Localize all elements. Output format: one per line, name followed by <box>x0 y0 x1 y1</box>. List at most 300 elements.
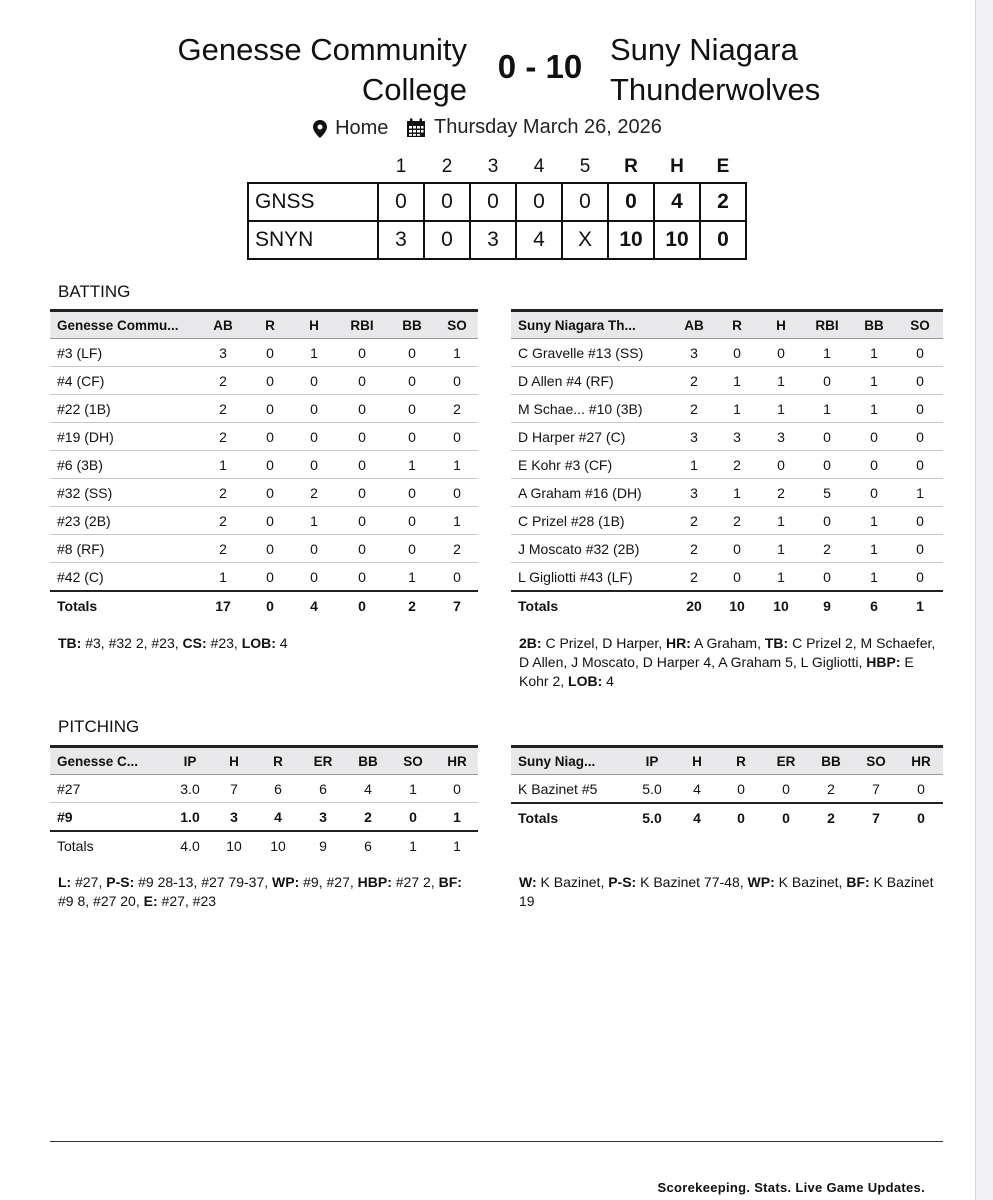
stat-cell: 0 <box>248 563 292 592</box>
table-row <box>50 775 478 803</box>
stat-cell: 0 <box>715 535 759 563</box>
totals-cell: 4 <box>292 591 336 619</box>
totals-cell: 20 <box>673 591 715 619</box>
stat-cell: 0 <box>897 339 943 367</box>
note-label: LOB: <box>568 673 603 689</box>
stat-cell: 2 <box>346 803 390 832</box>
table-row <box>50 479 478 507</box>
note-label: P-S: <box>608 874 637 890</box>
table-row <box>511 339 943 367</box>
table-row <box>511 507 943 535</box>
stat-cell: 0 <box>292 367 336 395</box>
stat-cell: 0 <box>715 339 759 367</box>
location-text: Home <box>335 117 389 139</box>
player-name: #23 (2B) <box>50 507 198 535</box>
player-name: D Harper #27 (C) <box>511 423 673 451</box>
totals-cell: 1 <box>897 591 943 619</box>
away-team-line2: Thunderwolves <box>610 72 821 107</box>
column-header: RBI <box>803 311 851 339</box>
home-team-name <box>67 30 467 110</box>
stat-cell: 0 <box>292 451 336 479</box>
stat-cell: 0 <box>803 367 851 395</box>
player-name: #22 (1B) <box>50 395 198 423</box>
totals-cell: 6 <box>364 837 372 854</box>
pitching-section-title: PITCHING <box>58 717 140 736</box>
table-row <box>511 775 943 804</box>
totals-cell: 0 <box>336 591 388 619</box>
stat-cell: 0 <box>851 479 897 507</box>
note-text: K Bazinet, <box>536 874 609 890</box>
totals-row <box>511 591 943 619</box>
inning-3-header: 3 <box>487 156 499 177</box>
column-header: H <box>675 747 719 775</box>
stat-cell: 2 <box>198 535 248 563</box>
column-header: BB <box>851 311 897 339</box>
note-text: 4 <box>275 635 288 651</box>
stat-cell: 1 <box>292 507 336 535</box>
stat-cell: 1 <box>198 451 248 479</box>
note-label: TB: <box>764 635 789 651</box>
note-text: #27, #23 <box>157 893 217 909</box>
inning-5-header: 5 <box>579 156 591 177</box>
stat-cell: 0 <box>388 367 436 395</box>
footer-divider <box>50 1141 943 1142</box>
note-label: BF: <box>438 874 462 890</box>
column-header: H <box>212 747 256 775</box>
stat-cell: 7 <box>853 775 899 804</box>
stat-cell: 0 <box>388 507 436 535</box>
totals-cell: 9 <box>319 837 327 854</box>
stat-cell: 2 <box>673 367 715 395</box>
column-header: SO <box>853 747 899 775</box>
stat-cell: 0 <box>336 339 388 367</box>
totals-cell: 10 <box>226 837 242 854</box>
stat-cell: 1 <box>436 507 478 535</box>
stat-cell: 2 <box>673 535 715 563</box>
stat-cell: 0 <box>803 507 851 535</box>
totals-cell: 4 <box>675 803 719 831</box>
stat-cell: 0 <box>248 507 292 535</box>
stat-cell: 0 <box>897 451 943 479</box>
column-header: R <box>248 311 292 339</box>
inning-score: 4 <box>516 221 562 259</box>
stat-cell: 2 <box>198 507 248 535</box>
player-name: D Allen #4 (RF) <box>511 367 673 395</box>
totals-cell: 0 <box>719 803 763 831</box>
stat-cell: 0 <box>759 451 803 479</box>
note-text: #23, <box>206 635 242 651</box>
stats-header-row <box>50 311 478 339</box>
stat-cell: 0 <box>248 479 292 507</box>
inning-score: 0 <box>424 183 470 221</box>
inning-score: 3 <box>378 221 424 259</box>
stat-cell: 0 <box>248 535 292 563</box>
table-row <box>50 423 478 451</box>
errors-total: 0 <box>700 221 746 259</box>
final-score: 0 - 10 <box>497 48 583 85</box>
stat-cell: 0 <box>390 803 436 832</box>
stat-cell: 1 <box>673 451 715 479</box>
table-row <box>511 535 943 563</box>
note-label: TB: <box>58 635 82 651</box>
runs-total: 10 <box>608 221 654 259</box>
note-label: HBP: <box>357 874 392 890</box>
away-team-name <box>610 30 970 110</box>
player-name: C Gravelle #13 (SS) <box>511 339 673 367</box>
stat-cell: 0 <box>897 423 943 451</box>
totals-label: Totals <box>57 837 94 854</box>
player-name: #6 (3B) <box>50 451 198 479</box>
note-text: K Bazinet 19 <box>519 874 934 909</box>
totals-label: Totals <box>511 803 629 831</box>
home-team-line1: Genesse Community <box>177 32 467 67</box>
player-name: #9 <box>50 803 168 832</box>
stat-cell: 0 <box>336 395 388 423</box>
runs-total: 0 <box>608 183 654 221</box>
totals-cell: 10 <box>270 837 286 854</box>
player-name: L Gigliotti #43 (LF) <box>511 563 673 592</box>
note-text: K Bazinet, <box>774 874 847 890</box>
player-name: M Schae... #10 (3B) <box>511 395 673 423</box>
totals-cell: 0 <box>763 803 809 831</box>
totals-cell: 7 <box>436 591 478 619</box>
stat-cell: 1 <box>198 563 248 592</box>
linescore-row-away <box>248 221 746 259</box>
stat-cell: 2 <box>673 395 715 423</box>
stat-cell: 1 <box>897 479 943 507</box>
stat-cell: 0 <box>436 563 478 592</box>
stat-cell: 0 <box>336 479 388 507</box>
note-label: BF: <box>846 874 870 890</box>
column-header: H <box>292 311 336 339</box>
stat-cell: 1 <box>388 563 436 592</box>
table-row <box>50 535 478 563</box>
stat-cell: 1 <box>436 803 478 832</box>
stat-cell: 1 <box>759 395 803 423</box>
stat-cell: 2 <box>436 535 478 563</box>
stat-cell: 0 <box>763 775 809 804</box>
note-label: P-S: <box>106 874 135 890</box>
map-pin-icon <box>313 120 327 138</box>
totals-cell: 9 <box>803 591 851 619</box>
stat-cell: 3 <box>212 803 256 832</box>
table-row <box>511 451 943 479</box>
column-header: SO <box>436 311 478 339</box>
totals-cell: 0 <box>248 591 292 619</box>
note-text: #27, <box>71 874 107 890</box>
stat-cell: 7 <box>212 775 256 803</box>
date-text: Thursday March 26, 2026 <box>434 116 662 138</box>
column-header: AB <box>673 311 715 339</box>
stat-cell: 2 <box>673 507 715 535</box>
stat-cell: 0 <box>292 535 336 563</box>
date <box>406 116 662 139</box>
note-text: #27 2, <box>391 874 439 890</box>
stat-cell: 1 <box>803 395 851 423</box>
stat-cell: 0 <box>336 451 388 479</box>
column-header: RBI <box>336 311 388 339</box>
game-header <box>0 30 975 110</box>
stat-cell: 0 <box>851 451 897 479</box>
stats-header-row <box>511 747 943 775</box>
stat-cell: 3.0 <box>168 775 212 803</box>
table-row <box>50 803 478 832</box>
stat-cell: 2 <box>715 507 759 535</box>
stat-cell: 3 <box>300 803 346 832</box>
stat-cell: 0 <box>897 395 943 423</box>
totals-cell: 7 <box>853 803 899 831</box>
inning-4-header: 4 <box>533 156 545 177</box>
stat-cell: 0 <box>897 563 943 592</box>
column-header: Suny Niag... <box>511 747 629 775</box>
stat-cell: 1 <box>759 507 803 535</box>
stat-cell: 1 <box>715 479 759 507</box>
hits-total: 4 <box>654 183 700 221</box>
note-label: HBP: <box>866 654 901 670</box>
hits-total: 10 <box>654 221 700 259</box>
totals-cell: 0 <box>899 803 943 831</box>
totals-cell: 4.0 <box>180 837 200 854</box>
table-row <box>50 451 478 479</box>
note-label: HR: <box>666 635 691 651</box>
table-row <box>50 367 478 395</box>
stat-cell: 1 <box>715 367 759 395</box>
stat-cell: 0 <box>292 395 336 423</box>
stat-cell: 2 <box>292 479 336 507</box>
column-header: ER <box>763 747 809 775</box>
batting-section-title: BATTING <box>58 282 131 301</box>
note-text: #9 8, #27 20, <box>58 893 144 909</box>
inning-score: 0 <box>516 183 562 221</box>
player-name: #42 (C) <box>50 563 198 592</box>
batting-table-home <box>50 309 478 619</box>
note-text: E Kohr 2, <box>519 654 914 689</box>
table-row <box>50 507 478 535</box>
stat-cell: 1 <box>436 339 478 367</box>
stat-cell: 2 <box>809 775 853 804</box>
stat-cell: 0 <box>899 775 943 804</box>
stat-cell: 0 <box>336 423 388 451</box>
stat-cell: 0 <box>897 507 943 535</box>
stat-cell: 0 <box>388 535 436 563</box>
column-header: BB <box>346 747 390 775</box>
totals-cell: 2 <box>388 591 436 619</box>
stat-cell: 3 <box>759 423 803 451</box>
table-row <box>511 479 943 507</box>
stat-cell: 3 <box>673 339 715 367</box>
stat-cell: 0 <box>248 451 292 479</box>
stat-cell: 0 <box>388 395 436 423</box>
stat-cell: 0 <box>436 775 478 803</box>
totals-label: Totals <box>511 591 673 619</box>
player-name: #27 <box>50 775 168 803</box>
linescore-team: SNYN <box>248 221 378 259</box>
stat-cell: 2 <box>198 423 248 451</box>
player-name: E Kohr #3 (CF) <box>511 451 673 479</box>
stat-cell: 1.0 <box>168 803 212 832</box>
linescore-table <box>247 152 747 260</box>
column-header: SO <box>390 747 436 775</box>
stat-cell: 6 <box>256 775 300 803</box>
column-header: HR <box>436 747 478 775</box>
stat-cell: 0 <box>248 367 292 395</box>
note-label: WP: <box>272 874 300 890</box>
stat-cell: 1 <box>803 339 851 367</box>
player-name: K Bazinet #5 <box>511 775 629 804</box>
player-name: #19 (DH) <box>50 423 198 451</box>
pitching-table-away <box>511 745 943 831</box>
note-text: #3, #32 2, #23, <box>81 635 183 651</box>
inning-score: 3 <box>470 221 516 259</box>
inning-1-header: 1 <box>395 156 407 177</box>
stat-cell: 2 <box>803 535 851 563</box>
player-name: #3 (LF) <box>50 339 198 367</box>
stat-cell: 1 <box>851 339 897 367</box>
column-header: BB <box>809 747 853 775</box>
table-row <box>50 339 478 367</box>
stat-cell: 2 <box>198 479 248 507</box>
stat-cell: 4 <box>346 775 390 803</box>
stat-cell: 0 <box>803 451 851 479</box>
note-text: 4 <box>602 673 614 689</box>
stat-cell: 0 <box>388 339 436 367</box>
column-header: IP <box>168 747 212 775</box>
stat-cell: 3 <box>673 423 715 451</box>
stat-cell: 1 <box>759 563 803 592</box>
table-row <box>511 563 943 592</box>
player-name: J Moscato #32 (2B) <box>511 535 673 563</box>
errors-total: 2 <box>700 183 746 221</box>
away-team-line1: Suny Niagara <box>610 32 798 67</box>
stat-cell: 0 <box>897 367 943 395</box>
table-row <box>50 563 478 592</box>
note-text: C Prizel, D Harper, <box>541 635 667 651</box>
column-header: H <box>759 311 803 339</box>
stat-cell: 1 <box>851 563 897 592</box>
stat-cell: 0 <box>292 563 336 592</box>
stat-cell: 2 <box>436 395 478 423</box>
player-name: #4 (CF) <box>50 367 198 395</box>
column-header: AB <box>198 311 248 339</box>
inning-2-header: 2 <box>441 156 453 177</box>
stat-cell: 1 <box>715 395 759 423</box>
totals-label: Totals <box>50 591 198 619</box>
runs-header: R <box>624 156 638 177</box>
totals-cell: 10 <box>715 591 759 619</box>
stat-cell: 0 <box>248 423 292 451</box>
stat-cell: 1 <box>390 775 436 803</box>
hits-header: H <box>670 156 684 177</box>
note-text: #9 28-13, #27 79-37, <box>134 874 273 890</box>
stat-cell: 0 <box>336 563 388 592</box>
note-label: CS: <box>182 635 207 651</box>
pitching-table-home <box>50 745 478 859</box>
note-text: K Bazinet 77-48, <box>636 874 748 890</box>
pitching-notes-away <box>519 873 939 911</box>
totals-row <box>511 803 943 831</box>
stat-cell: 5 <box>803 479 851 507</box>
totals-cell: 1 <box>453 837 461 854</box>
inning-score: 0 <box>562 183 608 221</box>
totals-row <box>50 591 478 619</box>
inning-score: X <box>562 221 608 259</box>
calendar-icon <box>406 118 426 138</box>
stat-cell: 0 <box>436 367 478 395</box>
stat-cell: 6 <box>300 775 346 803</box>
stat-cell: 0 <box>248 395 292 423</box>
stat-cell: 3 <box>673 479 715 507</box>
stat-cell: 0 <box>719 775 763 804</box>
note-label: LOB: <box>241 635 276 651</box>
stat-cell: 0 <box>436 423 478 451</box>
column-header: Suny Niagara Th... <box>511 311 673 339</box>
stat-cell: 0 <box>803 563 851 592</box>
inning-score: 0 <box>424 221 470 259</box>
stat-cell: 1 <box>851 535 897 563</box>
stat-cell: 0 <box>336 507 388 535</box>
note-text: #9, #27, <box>299 874 358 890</box>
stat-cell: 1 <box>851 367 897 395</box>
stat-cell: 1 <box>759 535 803 563</box>
stat-cell: 1 <box>292 339 336 367</box>
stat-cell: 1 <box>436 451 478 479</box>
note-label: L: <box>58 874 72 890</box>
stat-cell: 2 <box>198 367 248 395</box>
batting-notes-home <box>58 634 468 653</box>
stat-cell: 0 <box>336 535 388 563</box>
stat-cell: 0 <box>803 423 851 451</box>
stat-cell: 1 <box>851 395 897 423</box>
linescore-header-row <box>248 152 746 183</box>
stat-cell: 4 <box>256 803 300 832</box>
stat-cell: 2 <box>198 395 248 423</box>
inning-score: 0 <box>470 183 516 221</box>
column-header: SO <box>897 311 943 339</box>
stat-cell: 4 <box>675 775 719 804</box>
note-label: E: <box>143 893 158 909</box>
player-name: #8 (RF) <box>50 535 198 563</box>
column-header: HR <box>899 747 943 775</box>
column-header: R <box>715 311 759 339</box>
stat-cell: 2 <box>715 451 759 479</box>
stat-cell: 2 <box>673 563 715 592</box>
stat-cell: 0 <box>436 479 478 507</box>
totals-cell: 1 <box>409 837 417 854</box>
totals-row <box>50 831 478 859</box>
note-label: WP: <box>747 874 775 890</box>
totals-cell: 5.0 <box>629 803 675 831</box>
totals-cell: 10 <box>759 591 803 619</box>
column-header: IP <box>629 747 675 775</box>
errors-header: E <box>716 156 730 177</box>
linescore-team-header <box>248 152 378 183</box>
totals-cell: 6 <box>851 591 897 619</box>
table-row <box>511 367 943 395</box>
stats-header-row <box>511 311 943 339</box>
column-header: R <box>719 747 763 775</box>
stat-cell: 3 <box>715 423 759 451</box>
linescore-team: GNSS <box>248 183 378 221</box>
home-team-line2: College <box>361 72 467 107</box>
stat-cell: 3 <box>198 339 248 367</box>
stat-cell: 0 <box>759 339 803 367</box>
stat-cell: 0 <box>715 563 759 592</box>
stat-cell: 2 <box>759 479 803 507</box>
pitching-notes-home <box>58 873 468 911</box>
stat-cell: 0 <box>897 535 943 563</box>
inning-score: 0 <box>378 183 424 221</box>
stat-cell: 0 <box>248 339 292 367</box>
